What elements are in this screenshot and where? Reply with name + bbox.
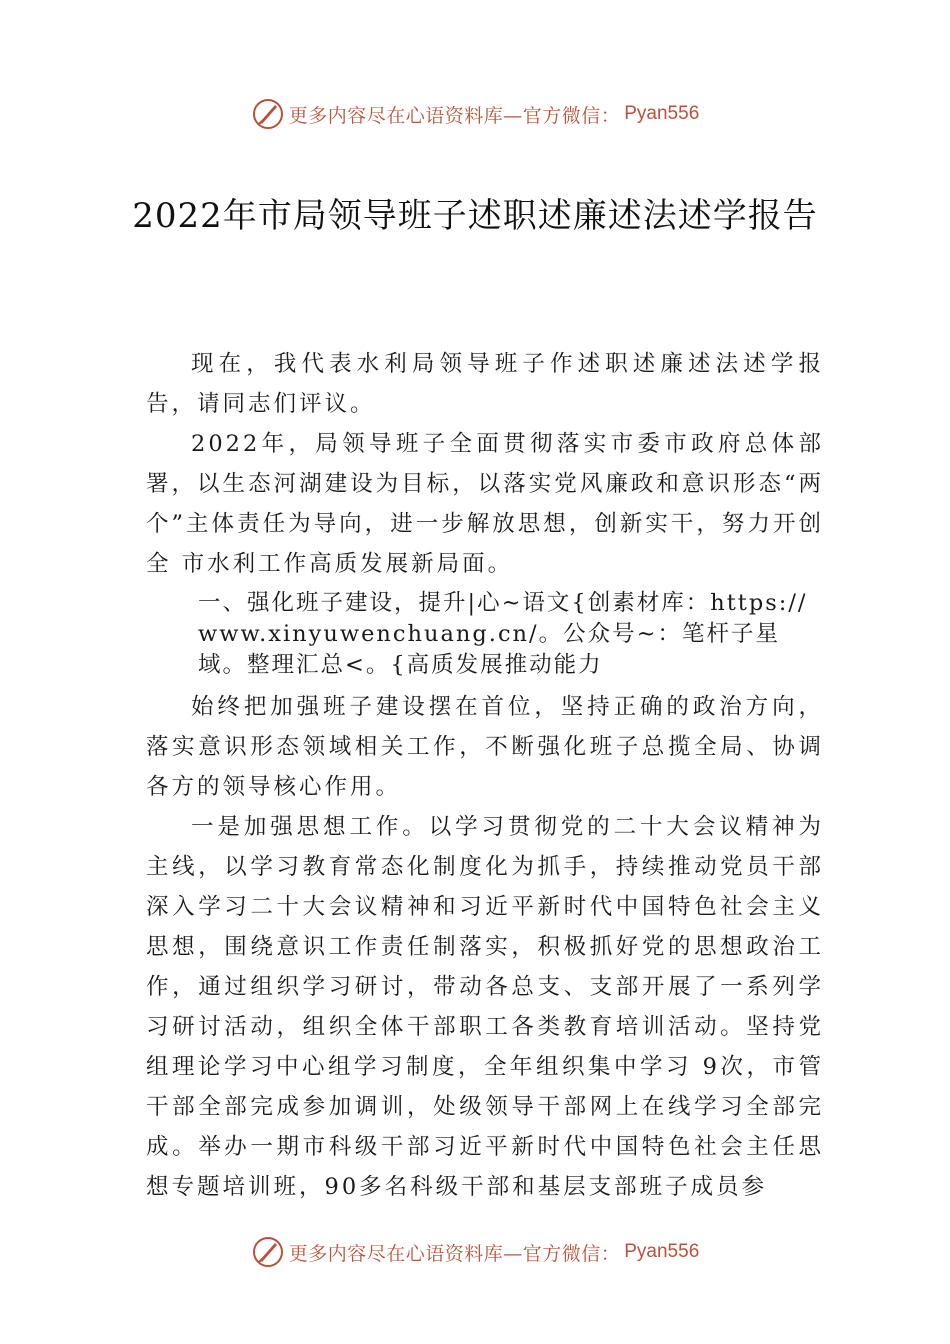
document-body (146, 344, 824, 1207)
banner-text: 更多内容尽在心语资料库—官方微信： (288, 104, 621, 127)
header-watermark-banner (0, 94, 950, 134)
paragraph-overview: 2022年，局领导班子全面贯彻落实市委市政府总体部署，以生态河湖建设为目标，以落实党风廉政和意识形态“两个”主体责任为导向，进一步解放思想，创新实干，努力开创全 市水利工作高质发展新局面。 (146, 431, 824, 577)
paragraph-intro: 现在，我代表水利局领导班子作述职述廉述法述学报告，请同志们评议。 (146, 351, 824, 417)
document-title: 2022年市局领导班子述职述廉述法述学报告 (132, 196, 818, 236)
footer-watermark-banner (0, 1232, 950, 1272)
section-heading-1: 一、强化班子建设，提升|心~语文{创素材库：https://www.xinyuwenchuang.cn/。公众号~：笔杆子星域。整理汇总<。{高质发展推动能力 (198, 590, 808, 678)
quill-pen-icon (251, 97, 285, 131)
paragraph-section-1-intro: 始终把加强班子建设摆在首位，坚持正确的政治方向，落实意识形态领域相关工作，不断强化班子总揽全局、协调各方的领导核心作用。 (146, 694, 824, 800)
banner-text: 更多内容尽在心语资料库—官方微信： (288, 1242, 621, 1265)
banner-wechat-id: Pyan556 (624, 1241, 700, 1262)
banner-wechat-id: Pyan556 (624, 103, 700, 124)
paragraph-ideology-work: 一是加强思想工作。以学习贯彻党的二十大会议精神为主线，以学习教育常态化制度化为抓手，持续推动党员干部深入学习二十大会议精神和习近平新时代中国特色社会主义思想，围绕意识工作责任制落实，积极抓好党的思想政治工作，通过组织学习研讨，带动各总支、支部开展了一系列学习研讨活动，组织全体干部职工各类教育培训活动。坚持党组理论学习中心组学习制度，全年组织集中学习 9次，市管干部全部完成参加调训，处级领导干部网上在线学习全部完成。举办一期市科级干部习近平新时代中国特色社会主任思想专题培训班，90多名科级干部和基层支部班子成员参 (146, 814, 824, 1200)
quill-pen-icon (251, 1235, 285, 1269)
